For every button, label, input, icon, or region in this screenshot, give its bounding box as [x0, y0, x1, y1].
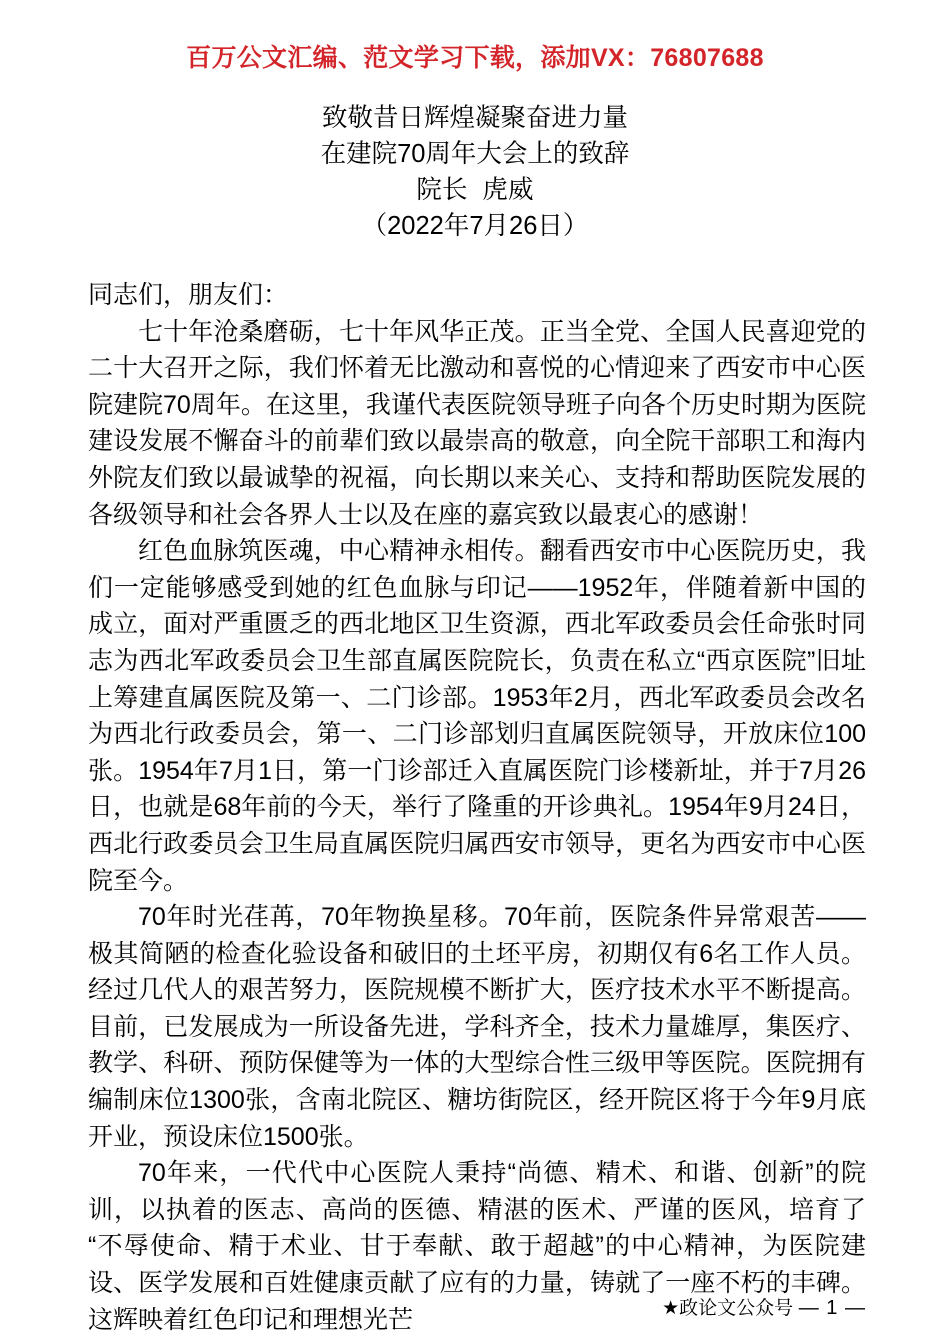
body-paragraph-1: 七十年沧桑磨砺，七十年风华正茂。正当全党、全国人民喜迎党的二十大召开之际，我们怀着无比激动和喜悦的心情迎来了西安市中心医院建院70周年。在这里，我谨代表医院领导班子向各个历史时期为医院建设发展不懈奋斗的前辈们致以最崇高的敬意，向全院干部职工和海内外院友们致以最诚挚的祝福，向长期以来关心、支持和帮助医院发展的各级领导和社会各界人士以及在座的嘉宾致以最衷心的感谢！ [88, 317, 866, 529]
author-line: 院长 虎威 [416, 176, 534, 204]
date-line: （2022年7月26日） [361, 212, 589, 240]
body-paragraph-2: 红色血脉筑医魂，中心精神永相传。翻看西安市中心医院历史，我们一定能够感受到她的红色血脉与印记——1952年，伴随着新中国的成立，面对严重匮乏的西北地区卫生资源，西北军政委员会任命张时同志为西北军政委员会卫生部直属医院院长，负责在私立“西京医院”旧址上筹建直属医院及第一、二门诊部。1953年2月，西北军政委员会改名为西北行政委员会，第一、二门诊部划归直属医院领导，开放床位100张。1954年7月1日，第一门诊部迁入直属医院门诊楼新址，并于7月26日，也就是68年前的今天，举行了隆重的开诊典礼。1954年9月24日，西北行政委员会卫生局直属医院归属西安市领导，更名为西安市中心医院至今。 [88, 537, 866, 895]
promo-header-text: 百万公文汇编、范文学习下载，添加VX：76807688 [186, 44, 764, 72]
page-title: 致敬昔日辉煌凝聚奋进力量 [321, 104, 628, 132]
salutation: 同志们，朋友们： [88, 281, 289, 309]
body-paragraph-4: 70年来，一代代中心医院人秉持“尚德、精术、和谐、创新”的院训，以执着的医志、高尚的医德、精湛的医术、严谨的医风，培育了“不辱使命、精于术业、甘于奉献、敢于超越”的中心精神，为医院建设、医学发展和百姓健康贡献了应有的力量，铸就了一座不朽的丰碑。这辉映着红色印记和理想光芒 [88, 1159, 866, 1334]
page-footer [88, 1294, 866, 1323]
document-body [88, 277, 866, 1338]
title-block [0, 100, 950, 244]
body-paragraph-3: 70年时光荏苒，70年物换星移。70年前，医院条件异常艰苦——极其简陋的检查化验设备和破旧的土坯平房，初期仅有6名工作人员。经过几代人的艰苦努力，医院规模不断扩大，医疗技术水平不断提高。目前，已发展成为一所设备先进，学科齐全，技术力量雄厚，集医疗、教学、科研、预防保健等为一体的大型综合性三级甲等医院。医院拥有编制床位1300张，含南北院区、糖坊街院区，经开院区将于今年9月底开业，预设床位1500张。 [88, 903, 866, 1151]
page-subtitle: 在建院70周年大会上的致辞 [320, 140, 630, 168]
footer-watermark: ★政论文公众号 [662, 1298, 794, 1319]
page-number: — 1 — [798, 1297, 866, 1319]
